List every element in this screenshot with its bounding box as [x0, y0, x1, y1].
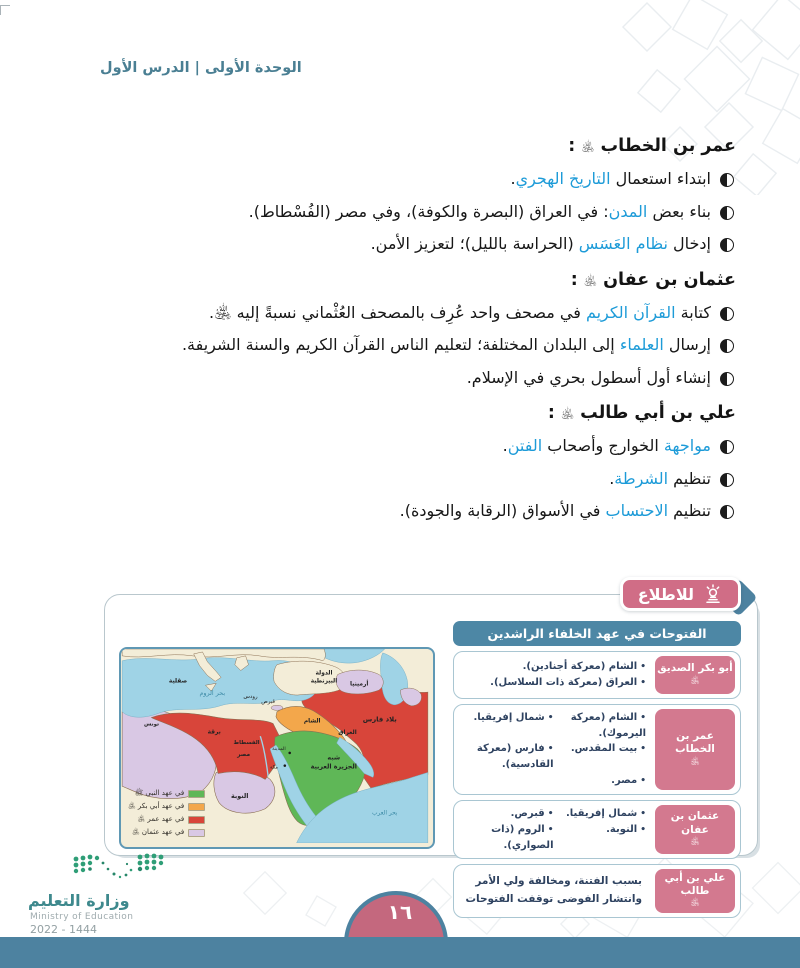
- legend-entry: [128, 801, 205, 812]
- list-item-text: [249, 198, 711, 226]
- section-title-text: علي بن أبي طالب: [580, 403, 736, 424]
- conquest-item: [461, 675, 646, 691]
- table-row: [453, 864, 741, 918]
- label-arabia-2: الجزيرة العربية: [310, 763, 357, 771]
- conquest-item: [461, 806, 554, 822]
- half-circle-bullet-icon: [720, 440, 734, 454]
- label-barqa: برقة: [207, 729, 221, 736]
- text-segment: في الأسواق (الرقابة والجودة).: [399, 501, 606, 521]
- legend-label: في عهد عمر ﵁: [137, 815, 185, 823]
- list-item-text: [371, 230, 711, 258]
- conquest-text: مصر.: [611, 774, 638, 786]
- bullet-dot-icon: •: [640, 744, 646, 755]
- legend-entry: [128, 827, 205, 838]
- list-item: [96, 331, 734, 359]
- caliph-name: عثمان بن عفان: [670, 810, 720, 836]
- label-nubia: النوبة: [231, 792, 249, 800]
- heading-colon: :: [570, 269, 578, 290]
- conquest-text: الشام (معركة أجنادين).: [522, 661, 638, 673]
- half-circle-bullet-icon: [720, 206, 734, 220]
- conquest-text: الشام (معركة اليرموك).: [570, 712, 646, 739]
- legend-label: في عهد النبي ﷺ: [134, 789, 185, 797]
- text-segment: إلى البلدان المختلفة؛ لتعليم الناس القرآن الكريم والسنة الشريفة.: [181, 335, 620, 355]
- legend-swatch: [188, 803, 205, 811]
- conquest-item: [461, 822, 554, 853]
- conquest-text: العراق (معركة ذات السلاسل).: [490, 677, 638, 688]
- label-mediterranean: بحر الروم: [199, 690, 226, 698]
- list-item: [96, 364, 734, 392]
- caliph-section: [96, 403, 736, 525]
- honorific-symbol: ﵁: [690, 675, 700, 686]
- list-item-text: [510, 165, 711, 193]
- medina-city-dot: [288, 752, 291, 755]
- label-tunis: تونس: [144, 721, 160, 728]
- breadcrumb: الوحدة الأولى | الدرس الأول: [100, 60, 302, 76]
- footer-bar: [0, 937, 800, 968]
- conquest-text: فارس (معركة القادسية).: [476, 743, 554, 771]
- ministry-name-en: Ministry of Education: [30, 912, 134, 922]
- list-item: [96, 465, 734, 493]
- label-sham: الشام: [303, 718, 321, 725]
- badge-label: للاطلاع: [637, 584, 694, 604]
- half-circle-bullet-icon: [720, 505, 734, 519]
- page-number-badge: [338, 891, 462, 937]
- label-persia: بلاد فارس: [362, 715, 397, 724]
- list-item: [96, 432, 734, 460]
- conquest-item: [554, 773, 647, 789]
- caliph-chip: [655, 709, 735, 790]
- lamp-icon: [703, 584, 723, 604]
- cyprus-island: [271, 705, 283, 710]
- label-rhodes: رودس: [243, 693, 258, 700]
- info-box: [104, 584, 758, 909]
- legend-label: في عهد أبي بكر ﵁: [128, 802, 185, 810]
- half-circle-bullet-icon: [720, 473, 734, 487]
- label-mecca: مكة: [270, 764, 278, 771]
- legend-entry: [128, 814, 205, 825]
- label-iraq: العراق: [338, 730, 357, 737]
- half-circle-bullet-icon: [720, 173, 734, 187]
- label-armenia: أرمينيا: [350, 681, 369, 688]
- section-heading: [96, 136, 736, 157]
- bullet-dot-icon: •: [640, 824, 646, 835]
- conquest-item: [461, 741, 554, 772]
- row-content: [459, 869, 648, 913]
- bullet-dot-icon: •: [640, 808, 646, 819]
- label-medina: المدينة: [272, 745, 286, 752]
- text-segment: الخوارج وأصحاب: [542, 436, 664, 456]
- conquest-text: النوبة.: [606, 823, 638, 835]
- label-cyprus: قبرص: [261, 698, 275, 705]
- text-segment: ابتداء استعمال: [610, 169, 711, 188]
- table-title: الفتوحات في عهد الخلفاء الراشدين: [453, 621, 741, 646]
- legend-swatch: [188, 816, 205, 824]
- list-item-text: [400, 497, 711, 525]
- section-title-text: عمر بن الخطاب: [600, 136, 736, 156]
- conquest-item: [461, 659, 646, 675]
- text-segment: تنظيم: [668, 468, 711, 488]
- half-circle-bullet-icon: [720, 339, 734, 353]
- text-segment: التاريخ الهجري: [515, 169, 611, 188]
- label-byzantine-1: الدولة: [315, 670, 333, 677]
- page-number: ١٦: [387, 900, 413, 924]
- caliph-chip: [655, 869, 735, 913]
- caliph-section: [96, 136, 736, 258]
- list-item: [96, 165, 734, 193]
- half-circle-bullet-icon: [720, 238, 734, 252]
- row-content: [459, 656, 648, 694]
- text-segment: إرسال: [663, 335, 711, 355]
- sections: [96, 136, 736, 537]
- list-item-text: [503, 432, 711, 460]
- row-content: [459, 805, 648, 854]
- text-segment: : في العراق (البصرة والكوفة)، وفي مصر (الفُسْطاط).: [248, 201, 609, 221]
- conquest-item: [554, 806, 647, 822]
- caliph-name: عمر بن الخطاب: [675, 730, 715, 756]
- text-segment: الاحتساب: [605, 501, 669, 521]
- section-heading: [96, 403, 736, 424]
- caliph-section: [96, 270, 736, 392]
- conquest-map: [119, 647, 435, 849]
- table-row: [453, 651, 741, 699]
- section-heading: [96, 270, 736, 291]
- list-item: [96, 299, 734, 327]
- conquest-text: شمال إفريقيا.: [565, 807, 638, 819]
- bullet-dot-icon: •: [547, 713, 554, 723]
- ministry-name-ar: وزارة التعليم: [28, 891, 130, 910]
- label-byzantine-2: البيزنطية: [310, 678, 338, 685]
- bullet-dot-icon: •: [640, 713, 646, 723]
- badge-pill: [620, 577, 741, 611]
- text-segment: نظام العَسَس: [578, 234, 668, 254]
- text-segment: .: [609, 468, 615, 488]
- text-segment: إنشاء أول أسطول بحري في الإسلام.: [466, 367, 711, 387]
- conquest-item: [554, 710, 647, 741]
- text-segment: تنظيم: [668, 501, 711, 521]
- text-segment: كتابة: [675, 302, 711, 322]
- honorific-symbol: ﵁: [583, 273, 597, 288]
- edition-year: 2022 - 1444: [30, 923, 97, 936]
- list-item-text: [209, 299, 711, 327]
- map-legend: [128, 786, 205, 840]
- bullet-dot-icon: •: [547, 744, 554, 755]
- honorific-symbol: ﵁: [581, 140, 595, 154]
- text-segment: .: [502, 436, 508, 456]
- reference-badge: [620, 577, 741, 617]
- legend-entry: [128, 788, 205, 799]
- table-row: [453, 800, 741, 859]
- conquest-text: الروم (ذات الصواري).: [491, 823, 554, 851]
- section-title-text: عثمان بن عفان: [603, 269, 736, 290]
- conquest-item: [461, 710, 554, 741]
- text-segment: مواجهة: [663, 436, 711, 456]
- text-segment: بناء بعض: [647, 201, 711, 221]
- bullet-dot-icon: •: [640, 775, 646, 786]
- row-content: [459, 709, 648, 790]
- text-segment: (الحراسة بالليل)؛ لتعزيز الأمن.: [370, 234, 579, 254]
- text-segment: العلماء: [619, 335, 664, 355]
- conquest-item: [554, 822, 647, 853]
- ministry-logo-icon: [70, 851, 175, 887]
- honorific-symbol: ﵁: [690, 836, 700, 847]
- label-arabian-sea: بحر العرب: [371, 810, 398, 817]
- list-item: [96, 497, 734, 525]
- bullet-dot-icon: •: [640, 678, 646, 688]
- caliph-name: أبو بكر الصديق: [657, 662, 733, 675]
- text-segment: في مصحف واحد عُرِف بالمصحف العُثْماني نسبةً إليه ﵁.: [208, 302, 586, 322]
- conquest-text: بيت المقدس.: [570, 743, 638, 755]
- legend-label: في عهد عثمان ﵁: [132, 828, 185, 836]
- table-row: [453, 704, 741, 795]
- legend-swatch: [188, 790, 205, 798]
- conquest-text: قبرص.: [510, 807, 545, 819]
- list-item-text: [467, 364, 711, 392]
- text-segment: المدن: [608, 201, 648, 221]
- honorific-symbol: ﵁: [690, 898, 700, 909]
- text-segment: القرآن الكريم: [585, 302, 676, 322]
- bullet-dot-icon: •: [547, 808, 554, 819]
- conquest-text: شمال إفريقيا.: [473, 712, 545, 723]
- label-sicily: صقلية: [168, 678, 188, 685]
- label-arabia-1: شبه: [327, 754, 341, 762]
- honorific-symbol: ﵁: [560, 407, 575, 422]
- heading-colon: :: [568, 136, 576, 156]
- list-item-text: [609, 465, 711, 493]
- note-text: بسبب الفتنة، ومخالفة ولي الأمر وانتشار الفوضى توقفت الفتوحات: [465, 875, 642, 906]
- caliph-chip: [655, 805, 735, 854]
- conquest-item: [554, 741, 647, 772]
- honorific-symbol: ﵁: [690, 756, 700, 767]
- text-segment: إدخال: [667, 234, 711, 254]
- conquest-rows: [453, 651, 741, 918]
- crop-mark: [0, 5, 10, 15]
- mecca-city-dot: [284, 764, 287, 767]
- half-circle-bullet-icon: [720, 372, 734, 386]
- caliph-chip: [655, 656, 735, 694]
- list-item: [96, 230, 734, 258]
- text-segment: الفتن: [507, 436, 543, 456]
- legend-swatch: [188, 829, 205, 837]
- caliph-name: علي بن أبي طالب: [664, 872, 726, 898]
- bullet-dot-icon: •: [640, 662, 646, 673]
- text-segment: .: [510, 169, 516, 188]
- label-fustat: الفسطاط: [233, 740, 260, 747]
- list-item-text: [182, 331, 711, 359]
- heading-colon: :: [547, 403, 555, 424]
- label-egypt: مصر: [237, 751, 251, 758]
- bullet-dot-icon: •: [547, 824, 554, 835]
- half-circle-bullet-icon: [720, 307, 734, 321]
- text-segment: الشرطة: [614, 468, 669, 488]
- list-item: [96, 198, 734, 226]
- conquest-table: [453, 621, 741, 923]
